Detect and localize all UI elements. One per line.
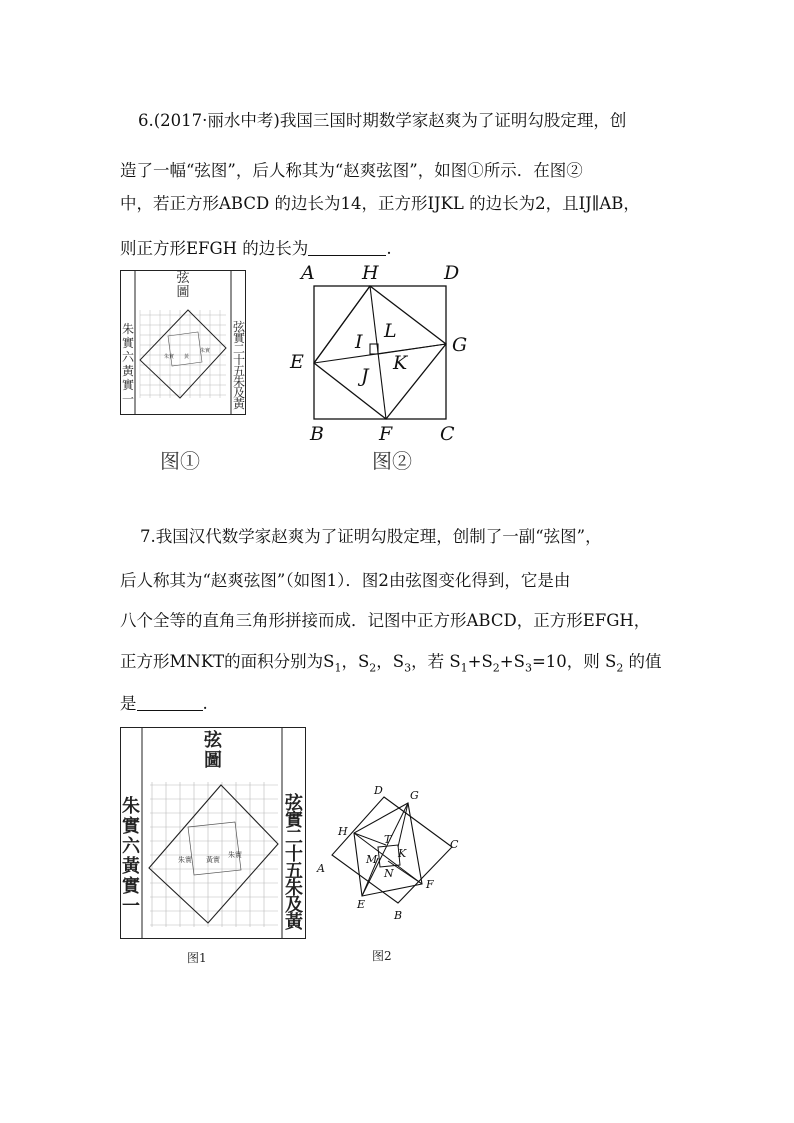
q6-line-2: 造了一幅“弦图”，后人称其为“赵爽弦图”，如图①所示．在图② <box>120 161 583 180</box>
q7-line-5 <box>120 690 208 714</box>
q7-label-F: F <box>426 878 434 891</box>
q7-label-T: T <box>384 833 392 846</box>
label-A: A <box>301 262 315 284</box>
q6-line-4-text: 则正方形EFGH 的边长为 <box>120 239 309 258</box>
q7-label-E: E <box>357 898 366 911</box>
q7-label-B: B <box>394 909 403 922</box>
q7-line-5-text: 是 <box>120 694 137 713</box>
svg-text:朱實: 朱實 <box>178 856 192 864</box>
q6-line-4-end: . <box>386 239 392 258</box>
q7-label-C: C <box>450 838 459 851</box>
q7-line-4 <box>120 648 662 674</box>
xiantu-title: 弦圖 <box>176 271 190 300</box>
q7-line-4-e: +S <box>467 652 493 671</box>
xiantu-large-left-text: 朱實六黃實一 <box>122 796 140 917</box>
q6-figure-1-xiantu <box>120 270 246 415</box>
q7-line-4-g: =10，则 S <box>531 652 617 671</box>
answer-blank-q6[interactable] <box>308 239 386 256</box>
q6-figure-1-caption: 图① <box>160 449 200 473</box>
q7-sub-3: 3 <box>404 661 412 675</box>
q7-label-H: H <box>338 825 348 838</box>
q7-line-4-b: ，S <box>341 652 370 671</box>
label-C: C <box>440 423 455 445</box>
q7-label-D: D <box>374 784 383 797</box>
q7-line-4-f: +S <box>499 652 525 671</box>
svg-text:黃實: 黃實 <box>206 856 220 864</box>
q7-sub-5: 2 <box>492 661 500 675</box>
q7-figure-1-xiantu <box>120 727 306 939</box>
q7-figure-1-caption: 图1 <box>187 951 207 965</box>
q7-line-4-a: 正方形MNKT的面积分别为S <box>120 652 335 671</box>
label-F: F <box>379 423 393 445</box>
q7-sub-7: 2 <box>616 661 624 675</box>
q7-line-4-h: 的值 <box>623 652 662 671</box>
xiantu-large-title: 弦圖 <box>204 730 222 771</box>
label-I: I <box>355 331 363 353</box>
figure-2-q7-geometry <box>312 775 472 940</box>
label-H: H <box>362 262 379 284</box>
q7-sub-6: 3 <box>524 661 532 675</box>
label-G: G <box>452 334 468 356</box>
q7-line-4-c: ，S <box>376 652 405 671</box>
label-J: J <box>361 365 369 387</box>
xiantu-left-text: 朱實六黃實一 <box>121 322 134 406</box>
q7-line-2: 后人称其为“赵爽弦图”（如图1）．图2由弦图变化得到，它是由 <box>120 571 571 590</box>
q7-sub-1: 1 <box>334 661 342 675</box>
q7-line-4-d: ，若 S <box>411 652 461 671</box>
q7-sub-4: 1 <box>460 661 468 675</box>
label-E: E <box>290 351 304 373</box>
label-K: K <box>393 352 408 374</box>
q7-label-M: M <box>366 853 378 866</box>
q7-line-1: 7.我国汉代数学家赵爽为了证明勾股定理，创制了一副“弦图”， <box>140 527 602 546</box>
svg-text:朱實: 朱實 <box>200 348 211 354</box>
q7-figure-2-caption: 图2 <box>372 949 392 963</box>
xiantu-large-right-text: 弦實二十五朱及黃 <box>285 793 303 933</box>
q6-line-3: 中，若正方形ABCD 的边长为14，正方形IJKL 的边长为2，且IJ∥AB， <box>120 194 640 213</box>
q7-label-A: A <box>317 862 325 875</box>
label-D: D <box>444 262 460 284</box>
q6-figure-2 <box>285 258 475 448</box>
q7-label-K: K <box>398 847 407 860</box>
svg-text:朱實: 朱實 <box>228 851 242 859</box>
q6-line-1: 6.(2017·丽水中考)我国三国时期数学家赵爽为了证明勾股定理，创 <box>138 111 627 130</box>
q7-label-N: N <box>384 867 394 880</box>
label-L: L <box>384 320 397 342</box>
figure-2-geometry <box>285 258 475 448</box>
q6-figure-2-caption: 图② <box>372 449 412 473</box>
svg-text:朱實: 朱實 <box>164 354 175 360</box>
q7-figure-2 <box>312 775 472 940</box>
answer-blank-q7[interactable] <box>137 694 203 711</box>
q6-line-4 <box>120 235 392 259</box>
label-B: B <box>310 423 324 445</box>
svg-text:黃: 黃 <box>184 354 190 360</box>
q7-line-3: 八个全等的直角三角形拼接而成．记图中正方形ABCD，正方形EFGH， <box>120 611 651 630</box>
q7-line-5-end: . <box>202 694 208 713</box>
q7-label-G: G <box>410 789 419 802</box>
xiantu-right-text: 弦實二十五朱及黃 <box>232 320 245 411</box>
q7-sub-2: 2 <box>369 661 377 675</box>
